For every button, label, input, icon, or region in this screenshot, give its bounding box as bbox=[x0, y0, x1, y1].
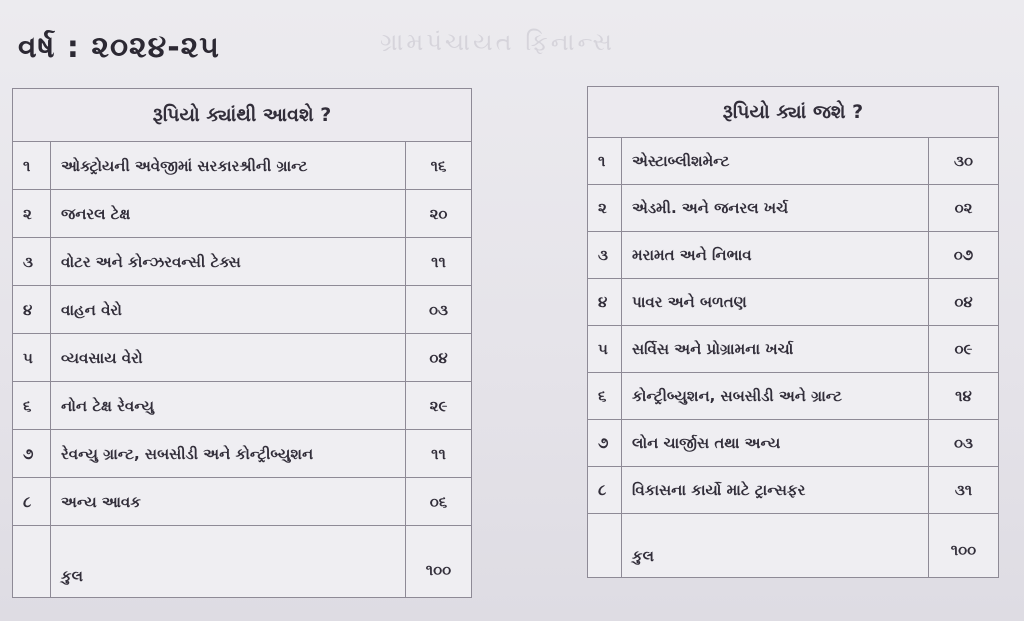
row-percent: ૦૪ bbox=[405, 334, 471, 382]
row-label: એડમી. અને જનરલ ખર્ચ bbox=[622, 185, 929, 232]
row-number: ૭ bbox=[588, 420, 622, 467]
income-heading: રૂપિયો ક્યાંથી આવશે ? bbox=[13, 89, 472, 142]
row-number: ૩ bbox=[13, 238, 51, 286]
income-table bbox=[12, 88, 472, 598]
row-label: સર્વિસ અને પ્રોગ્રામના ખર્ચા bbox=[622, 326, 929, 373]
table-row bbox=[13, 430, 472, 478]
total-label: કુલ bbox=[622, 514, 929, 578]
row-label: જનરલ ટેક્ષ bbox=[51, 190, 406, 238]
row-label: એસ્ટાબ્લીશમેન્ટ bbox=[622, 138, 929, 185]
row-percent: ૦૭ bbox=[928, 232, 998, 279]
table-row bbox=[13, 142, 472, 190]
total-row bbox=[588, 514, 999, 578]
total-row bbox=[13, 526, 472, 598]
row-percent: ૧૪ bbox=[928, 373, 998, 420]
table-row bbox=[588, 279, 999, 326]
table-row bbox=[13, 238, 472, 286]
row-percent: ૧૧ bbox=[405, 430, 471, 478]
total-blank-cell bbox=[588, 514, 622, 578]
row-number: ૪ bbox=[13, 286, 51, 334]
table-row bbox=[13, 334, 472, 382]
row-number: ૪ bbox=[588, 279, 622, 326]
row-label: વાહન વેરો bbox=[51, 286, 406, 334]
row-number: ૨ bbox=[588, 185, 622, 232]
expense-heading: રૂપિયો ક્યાં જશે ? bbox=[588, 87, 999, 138]
row-number: ૭ bbox=[13, 430, 51, 478]
table-row bbox=[588, 138, 999, 185]
total-percent: ૧૦૦ bbox=[405, 526, 471, 598]
row-percent: ૧૬ bbox=[405, 142, 471, 190]
row-label: ઓક્ટ્રોયની અવેજીમાં સરકારશ્રીની ગ્રાન્ટ bbox=[51, 142, 406, 190]
row-percent: ૨૦ bbox=[405, 190, 471, 238]
row-percent: ૩૧ bbox=[928, 467, 998, 514]
table-row bbox=[13, 382, 472, 430]
expense-table bbox=[587, 86, 999, 578]
row-percent: ૦૪ bbox=[928, 279, 998, 326]
total-label: કુલ bbox=[51, 526, 406, 598]
row-label: પાવર અને બળતણ bbox=[622, 279, 929, 326]
table-row bbox=[13, 478, 472, 526]
row-number: ૬ bbox=[13, 382, 51, 430]
total-blank-cell bbox=[13, 526, 51, 598]
faint-background-heading: ગ્રામપંચાયત ફિનાન્સ bbox=[380, 28, 615, 56]
row-percent: ૦૯ bbox=[928, 326, 998, 373]
row-percent: ૩૦ bbox=[928, 138, 998, 185]
row-number: ૨ bbox=[13, 190, 51, 238]
row-label: લોન ચાર્જીસ તથા અન્ય bbox=[622, 420, 929, 467]
row-label: અન્ય આવક bbox=[51, 478, 406, 526]
row-number: ૫ bbox=[13, 334, 51, 382]
expense-rows bbox=[588, 138, 999, 578]
row-number: ૮ bbox=[13, 478, 51, 526]
row-number: ૮ bbox=[588, 467, 622, 514]
year-title: વર્ષ : ૨૦૨૪-૨૫ bbox=[18, 30, 220, 65]
table-row bbox=[588, 420, 999, 467]
row-percent: ૨૯ bbox=[405, 382, 471, 430]
table-row bbox=[588, 185, 999, 232]
row-label: રેવન્યુ ગ્રાન્ટ, સબસીડી અને કોન્ટ્રીબ્યુશન bbox=[51, 430, 406, 478]
row-label: વ્યવસાય વેરો bbox=[51, 334, 406, 382]
income-rows bbox=[13, 142, 472, 598]
row-label: વિકાસના કાર્યો માટે ટ્રાન્સફર bbox=[622, 467, 929, 514]
row-number: ૬ bbox=[588, 373, 622, 420]
row-number: ૧ bbox=[588, 138, 622, 185]
table-row bbox=[588, 467, 999, 514]
row-percent: ૦૬ bbox=[405, 478, 471, 526]
row-percent: ૦૨ bbox=[928, 185, 998, 232]
table-row bbox=[13, 190, 472, 238]
row-label: નોન ટેક્ષ રેવન્યુ bbox=[51, 382, 406, 430]
row-label: કોન્ટ્રીબ્યુશન, સબસીડી અને ગ્રાન્ટ bbox=[622, 373, 929, 420]
row-label: મરામત અને નિભાવ bbox=[622, 232, 929, 279]
row-percent: ૦૩ bbox=[928, 420, 998, 467]
row-percent: ૦૩ bbox=[405, 286, 471, 334]
row-label: વોટર અને કોન્ઝરવન્સી ટેક્સ bbox=[51, 238, 406, 286]
table-row bbox=[588, 326, 999, 373]
table-row bbox=[13, 286, 472, 334]
total-percent: ૧૦૦ bbox=[928, 514, 998, 578]
row-number: ૩ bbox=[588, 232, 622, 279]
table-row bbox=[588, 373, 999, 420]
row-number: ૧ bbox=[13, 142, 51, 190]
row-number: ૫ bbox=[588, 326, 622, 373]
table-row bbox=[588, 232, 999, 279]
row-percent: ૧૧ bbox=[405, 238, 471, 286]
